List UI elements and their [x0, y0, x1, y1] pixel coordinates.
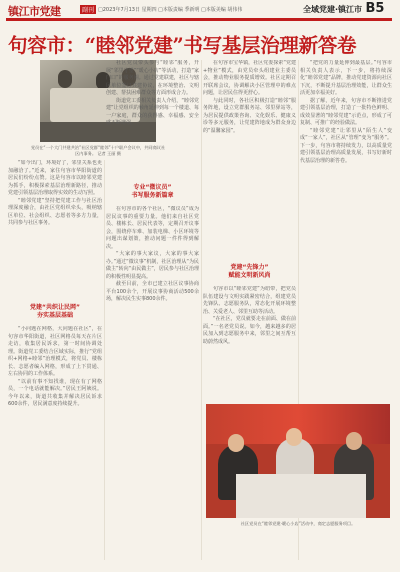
subheading: 专业“微议员” 书写服务新篇章: [131, 184, 174, 199]
headline: 句容市：“睦邻党建”书写基层治理新答卷: [8, 34, 357, 57]
photo-table: [236, 474, 366, 518]
photo-face: [346, 432, 362, 450]
paragraph: 与此同时，各社区积极打造“睦邻”服务阵地，设立党群服务站、邻里驿站等，为居民提供政策咨询、文化娱乐、健康义诊等多元服务，让党建阵地成为群众身边的“温馨家园”。: [203, 97, 296, 134]
paragraph: 据了解，近年来，句容市不断推进党建引领基层治理，打造了一批特色鲜明、成效显著的“睦邻党建”示范点，形成了可复制、可推广的经验做法。: [300, 97, 392, 126]
paragraph: “以前有事不知找谁，现在有了网格员，一个电话就能解决。”居民王阿姨说。今年以来，街道共收集并解决居民诉求600余件，居民满意度持续提升。: [8, 378, 102, 407]
photo-caption: 党员在“一个大门共建共治”社区党群“睦邻”十户联户会议中，共同商议社区内事务。 记者 王丽 摄: [30, 145, 166, 156]
paragraph: “大家的事大家议，大家的事大家办。”通过“微议事”机制，社区治理从“为民做主”转向“由民做主”，居民参与社区治理的积极性明显提高。: [106, 251, 199, 280]
edition-tag: 副刊: [82, 7, 95, 14]
section-title: 全域党建·镇江市: [303, 5, 363, 14]
masthead-logo: 镇江市党建: [8, 5, 61, 18]
paragraph: “在社区，党员就要走在前面、做在前面。”一名老党员说。如今，越来越多的居民加入到志愿服务中来，邻里之间互帮互助蔚然成风。: [203, 316, 296, 345]
article-column-3b: [203, 286, 296, 400]
column-divider: [104, 160, 105, 560]
paragraph: 截至目前，全市已建立社区议事协商平台100余个，开展议事协商活动500余场，解决民生实事800余件。: [106, 281, 199, 302]
paragraph: 社区党员带头参与“睦邻”服务，开展“邻里守望”“暖心小店”等活动，打造“家门口”的服务圈。通过党建联建，社区与辖区单位签订共建协议，在环境整治、文明创建、帮扶困难群众等方面形成合力。: [106, 60, 199, 96]
paragraph: “把党的力量延伸到最基层。”句容市相关负责人表示，下一步，将持续深化“睦邻党建”品牌，推动党建资源向社区下沉，不断提升基层治理效能，让群众生活更加幸福美好。: [300, 60, 392, 96]
subheading: 党建“共织让民网” 夯实基层基础: [30, 304, 80, 319]
photo-figure: [58, 70, 72, 88]
paragraph: 在句容市的各个社区，“微议员”成为居民议事的重要力量。他们来自社区党员、楼栋长、居民代表等，定期召开议事会，围绕停车难、加装电梯、小区环境等问题出谋划策，推动问题一件件得到解决。: [106, 206, 199, 250]
article-column-3: [203, 60, 296, 258]
header-rule: [6, 18, 392, 21]
column-divider: [201, 60, 202, 560]
article-column-2b: [106, 206, 199, 562]
article-column-2: [106, 60, 199, 178]
photo-caption: 社区党员在“睦邻党建·暖心小店”活动中，商定志愿服务项目。: [240, 521, 356, 526]
paragraph: “小问题在网格，大问题在社区”，在句容市华阳街道，社区网格员每天在片区走访，收集居民诉求，第一时间协调处理。街道党工委结合区域实际，推行“党组织+网格+睦邻”治理模式，将党员、楼栋长、志愿者编入网格，形成了上下贯通、左右协同的工作体系。: [8, 326, 102, 377]
photo-face: [286, 428, 302, 446]
paragraph: 在句容市宝华镇，社区党委探索“党建+物业”模式，由党员牵头组建业主委员会，推动物业服务提质增效。社区定期召开联席会议，协调解决小区管理中的难点问题，让居民住得更舒心。: [203, 60, 296, 96]
paragraph: “睦邻党建”让邻里从“陌生人”变成“一家人”，社区从“管理”变为“服务”。下一步，句容市将持续发力，以高质量党建引领基层治理高质量发展，书写好新时代基层治理的新答卷。: [300, 127, 392, 164]
header-meta: □2023年7月13日 星期四 □本版责编 季新明 □本版美编 胡伟伟: [98, 7, 243, 13]
page-number: B5: [365, 1, 385, 16]
subheading: 党建“先锋力” 赋能文明新风尚: [228, 264, 271, 279]
paragraph: 街道党工委相关负责人介绍，“睦邻党建”让党组织的触角延伸到每一个楼道、每一户家庭，群众的获得感、幸福感、安全感不断增强。: [106, 97, 199, 126]
photo-face: [228, 434, 244, 452]
paragraph: “如今出门，环境好了，邻里关系也更加融洽了。”近来，家住句容市华阳街道的居民们纷纷点赞。这是句容市以睦邻党建为抓手，积极探索基层治理新路径，推动党建引领基层治理取得实效的生动写照。: [8, 160, 102, 196]
article-column-1: [8, 160, 102, 296]
photo-volunteers: [206, 404, 390, 518]
article-column-4: [300, 60, 392, 400]
article-column-1b: [8, 326, 102, 562]
paragraph: 句容市以“睦邻党建”为纽带，把党员队伍建设与文明实践紧密结合，组建党员先锋队、志愿服务队，常态化开展环境整治、关爱老人、邻里互助等活动。: [203, 286, 296, 315]
paragraph: “睦邻党建”坚持把党建工作与社区治理深度融合，由社区党组织牵头，吸纳辖区单位、社会组织、志愿者等多方力量，共同参与社区事务。: [8, 197, 102, 226]
page-header: [0, 0, 400, 18]
